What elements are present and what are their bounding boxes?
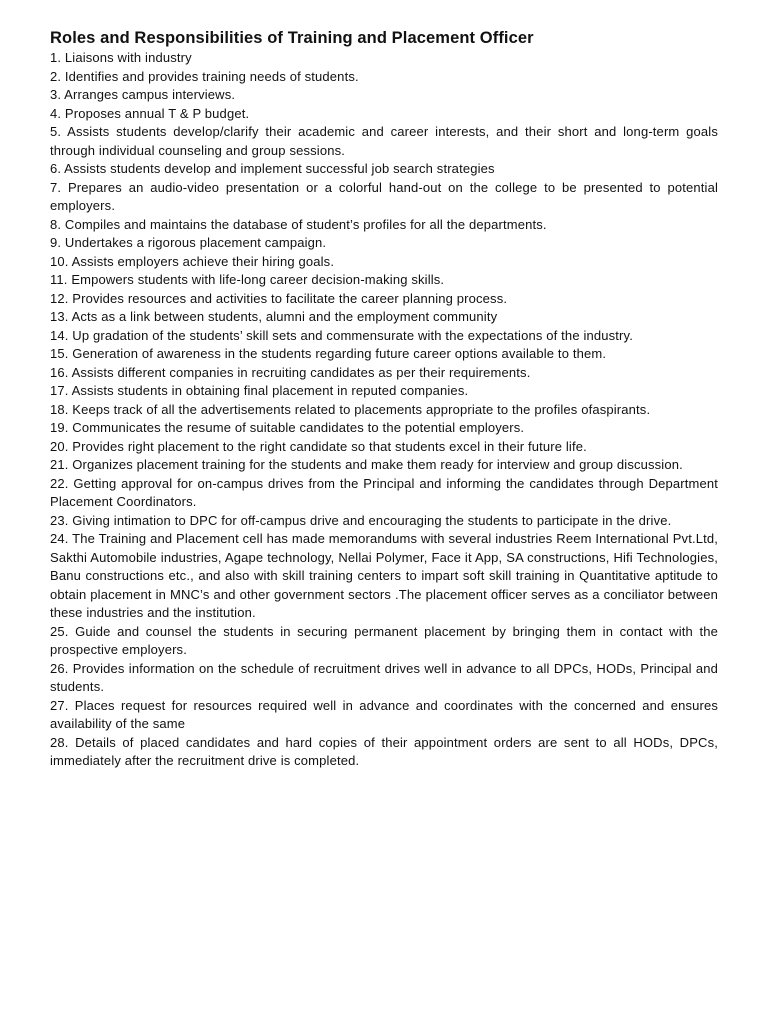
list-item: 25. Guide and counsel the students in securing permanent placement by bringing them in contact with the prospective employers.: [50, 623, 718, 657]
list-item: 22. Getting approval for on-campus drives from the Principal and informing the candidates through Department Placement Coordinators.: [50, 475, 718, 509]
list-item: 1. Liaisons with industry: [50, 50, 192, 65]
list-item: 26. Provides information on the schedule of recruitment drives well in advance to all DPCs, HODs, Principal and students.: [50, 660, 718, 694]
list-item: 18. Keeps track of all the advertisements related to placements appropriate to the profiles ofaspirants.: [50, 401, 651, 417]
document-title: Roles and Responsibilities of Training and Placement Officer: [50, 29, 534, 47]
list-item: 8. Compiles and maintains the database of student’s profiles for all the departments.: [50, 216, 547, 232]
list-item: 3. Arranges campus interviews.: [50, 87, 236, 102]
list-item: 23. Giving intimation to DPC for off-campus drive and encouraging the students to participate in the drive.: [50, 512, 672, 528]
list-item: 6. Assists students develop and implement successful job search strategies: [50, 161, 495, 176]
list-item: 13. Acts as a link between students, alumni and the employment community: [50, 309, 498, 324]
list-item: 12. Provides resources and activities to facilitate the career planning process.: [50, 290, 508, 306]
list-item: 2. Identifies and provides training needs of students.: [50, 68, 359, 84]
list-item: 28. Details of placed candidates and hard copies of their appointment orders are sent to all HODs, DPCs, immediately after the recruitment drive is completed.: [50, 734, 718, 768]
list-item: 17. Assists students in obtaining final placement in reputed companies.: [50, 383, 469, 398]
list-item: 20. Provides right placement to the right candidate so that students excel in their future life.: [50, 438, 587, 454]
list-item: 15. Generation of awareness in the students regarding future career options available to them.: [50, 346, 607, 361]
list-item: 11. Empowers students with life-long career decision-making skills.: [50, 272, 445, 287]
responsibilities-list: [50, 49, 718, 771]
list-item: 14. Up gradation of the students’ skill sets and commensurate with the expectations of the industry.: [50, 327, 633, 343]
list-item: 19. Communicates the resume of suitable candidates to the potential employers.: [50, 420, 525, 435]
list-item: 24. The Training and Placement cell has made memorandums with several industries Reem International Pvt.Ltd, Sakthi Automobile industries, Agape technology, Nellai Polymer, Face it App, SA constructions, Hifi Technologies, Banu constructions etc., and also with skill training centers to impart soft skill training in Quantitative aptitude to obtain placement in MNC’s and other government sectors .The placement officer serves as a conciliator between these industries and the institution.: [50, 531, 718, 620]
list-item: 16. Assists different companies in recruiting candidates as per their requirements.: [50, 364, 531, 380]
document-page: [50, 28, 718, 771]
list-item: 5. Assists students develop/clarify their academic and career interests, and their short and long-term goals through individual counseling and group sessions.: [50, 124, 718, 158]
list-item: 10. Assists employers achieve their hiring goals.: [50, 253, 335, 269]
list-item: 7. Prepares an audio-video presentation or a colorful hand-out on the college to be presented to potential employers.: [50, 179, 718, 213]
list-item: 21. Organizes placement training for the students and make them ready for interview and group discussion.: [50, 457, 683, 472]
list-item: 9. Undertakes a rigorous placement campaign.: [50, 235, 327, 250]
list-item: 27. Places request for resources required well in advance and coordinates with the concerned and ensures availability of the same: [50, 697, 718, 731]
list-item: 4. Proposes annual T & P budget.: [50, 105, 250, 121]
